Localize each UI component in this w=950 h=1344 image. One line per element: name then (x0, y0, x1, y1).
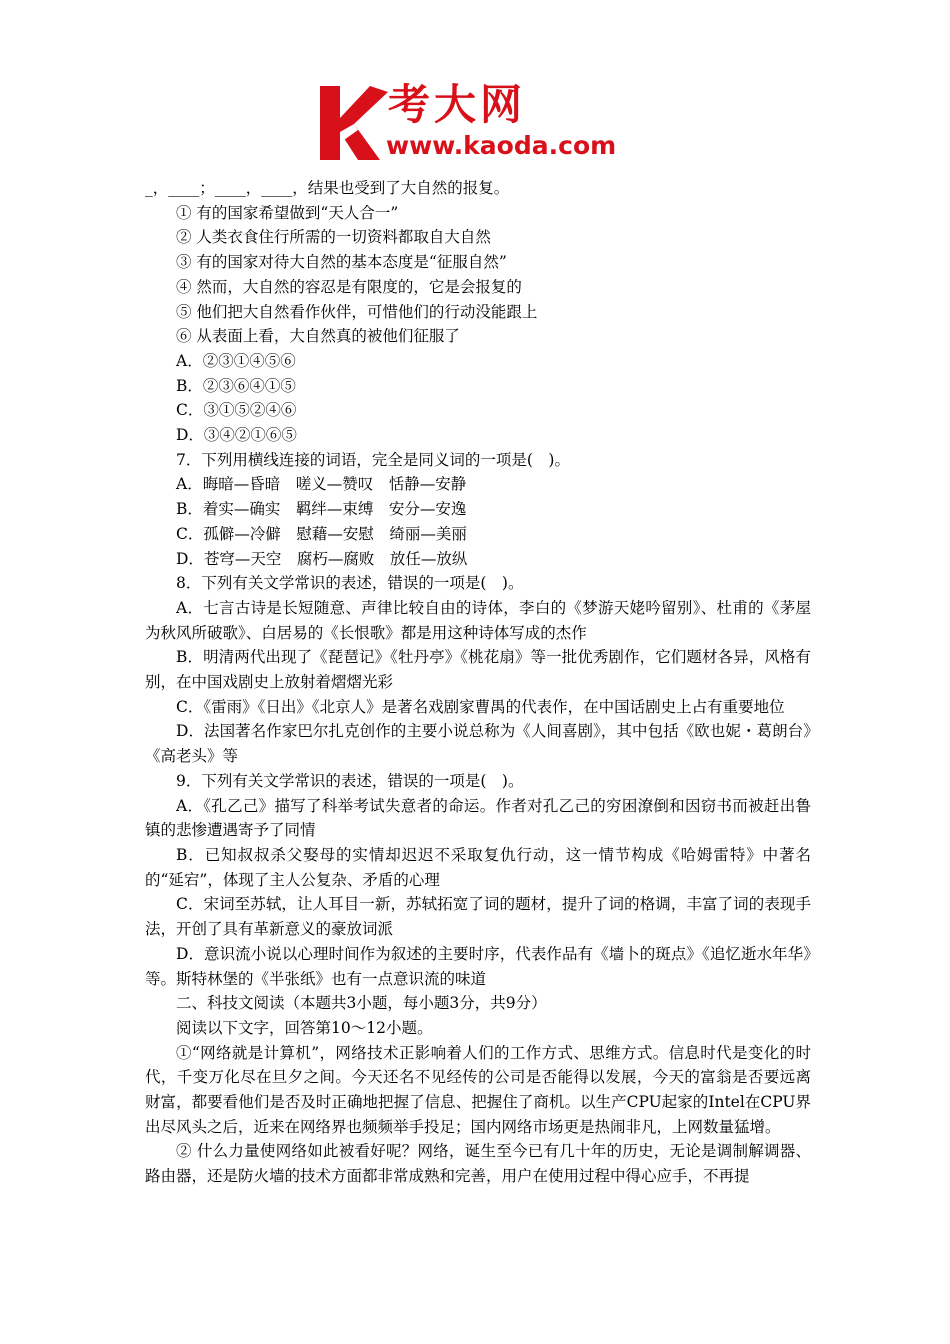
k-logo-icon (318, 84, 390, 162)
paragraph: 8．下列有关文学常识的表述，错误的一项是( )。 (176, 574, 524, 593)
paragraph: D．③④②①⑥⑤ (176, 426, 297, 445)
paragraph: A．晦暗—昏暗 嗟义—赞叹 恬静—安静 (176, 475, 467, 494)
paragraph: D．法国著名作家巴尔扎克创作的主要小说总称为《人间喜剧》，其中包括《欧也妮・葛朗台》《高老头》等 (145, 722, 811, 766)
paragraph: C．《雷雨》《日出》《北京人》是著名戏剧家曹禺的代表作，在中国话剧史上占有重要地位 (176, 697, 785, 716)
paragraph: ② 什么力量使网络如此被看好呢？网络，诞生至今已有几十年的历史，无论是调制解调器、路由器，还是防火墙的技术方面都非常成熟和完善，用户在使用过程中得心应手，不再提 (145, 1142, 811, 1186)
paragraph: B．明清两代出现了《琵琶记》《牡丹亭》《桃花扇》等一批优秀剧作，它们题材各异，风格有别，在中国戏剧史上放射着熠熠光彩 (145, 648, 811, 692)
paragraph: _，____；____，____，结果也受到了大自然的报复。 (145, 179, 510, 197)
document-body (145, 176, 811, 1189)
paragraph: 9．下列有关文学常识的表述，错误的一项是( )。 (176, 771, 524, 790)
paragraph: 7．下列用横线连接的词语，完全是同义词的一项是( )。 (176, 450, 570, 469)
kaoda-logo (318, 80, 648, 164)
paragraph: ⑥ 从表面上看，大自然真的被他们征服了 (176, 327, 460, 346)
paragraph: ①“网络就是计算机”，网络技术正影响着人们的工作方式、思维方式。信息时代是变化的时代，千变万化尽在旦夕之间。今天还名不见经传的公司是否能得以发展，今天的富翁是否要远离财富，都要看他们是否及时正确地把握了信息、把握住了商机。以生产CPU起家的Intel在CPU界出尽风头之后，近来在网络界也频频举手投足；国内网络市场更是热闹非凡，上网数量猛增。 (145, 1043, 811, 1136)
paragraph: A．七言古诗是长短随意、声律比较自由的诗体，李白的《梦游天姥吟留别》、杜甫的《茅屋为秋风所破歌》、白居易的《长恨歌》都是用这种诗体写成的杰作 (145, 598, 811, 642)
paragraph: D．苍穹—天空 腐朽—腐败 放任—放纵 (176, 549, 468, 568)
paragraph: A．《孔乙己》描写了科举考试失意者的命运。作者对孔乙己的穷困潦倒和因窃书而被赶出鲁镇的悲惨遭遇寄予了同情 (145, 796, 811, 840)
paragraph: ② 人类衣食住行所需的一切资料都取自大自然 (176, 228, 491, 247)
logo-url: www.kaoda.com (386, 131, 617, 160)
paragraph: 阅读以下文字，回答第10～12小题。 (176, 1018, 433, 1037)
paragraph: C．宋词至苏轼，让人耳目一新，苏轼拓宽了词的题材，提升了词的格调，丰富了词的表现手法，开创了具有革新意义的豪放词派 (145, 895, 811, 939)
paragraph: B．已知叔叔杀父娶母的实情却迟迟不采取复仇行动，这一情节构成《哈姆雷特》中著名的“延宕”，体现了主人公复杂、矛盾的心理 (145, 845, 811, 889)
paragraph: ④ 然而，大自然的容忍是有限度的，它是会报复的 (176, 277, 522, 296)
paragraph: 二、科技文阅读（本题共3小题，每小题3分，共9分） (176, 994, 547, 1013)
paragraph: B．②③⑥④①⑤ (176, 376, 296, 395)
paragraph: C．孤僻—冷僻 慰藉—安慰 绮丽—美丽 (176, 524, 467, 543)
logo-title: 考大网 (388, 80, 527, 129)
paragraph: ① 有的国家希望做到“天人合一” (176, 203, 399, 222)
paragraph: D．意识流小说以心理时间作为叙述的主要时序，代表作品有《墙卜的斑点》《追忆逝水年华》等。斯特林堡的《半张纸》也有一点意识流的味道 (145, 944, 811, 988)
paragraph: A．②③①④⑤⑥ (176, 351, 296, 370)
paragraph: C．③①⑤②④⑥ (176, 401, 297, 420)
paragraph: ⑤ 他们把大自然看作伙伴，可惜他们的行动没能跟上 (176, 302, 538, 321)
paragraph: ③ 有的国家对待大自然的基本态度是“征服自然” (176, 253, 507, 272)
paragraph: B．着实—确实 羁绊—束缚 安分—安逸 (176, 500, 467, 519)
